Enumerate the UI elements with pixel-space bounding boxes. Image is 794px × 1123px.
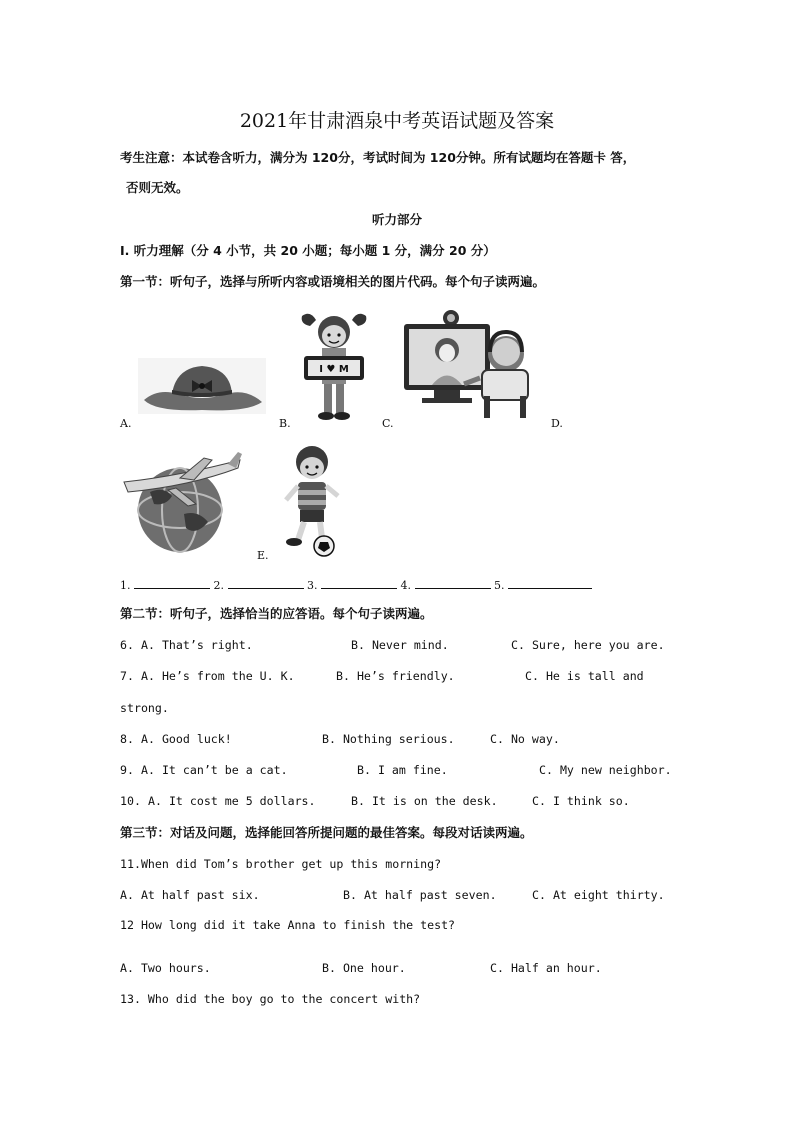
- question-12-option-c: C. Half an hour.: [490, 961, 602, 975]
- question-10-option-c: C. I think so.: [532, 794, 630, 808]
- boy-football-picture: [280, 444, 342, 558]
- question-8-option-a: A. Good luck!: [141, 732, 232, 746]
- question-13-text: 13. Who did the boy go to the concert with?: [120, 992, 421, 1006]
- girl-sign-picture: [298, 310, 370, 422]
- question-8-option-c: C. No way.: [490, 732, 560, 746]
- question-9-number: 9.: [120, 763, 134, 777]
- section3-heading: 第三节：对话及问题，选择能回答所提问题的最佳答案。每段对话读两遍。: [120, 825, 533, 840]
- answer-number-5: 5.: [494, 579, 505, 592]
- picture-label-b: B.: [279, 417, 291, 430]
- part1-heading: I. 听力理解（分 4 小节，共 20 小题；每小题 1 分，满分 20 分）: [120, 243, 496, 258]
- answer-blank-3[interactable]: [321, 576, 397, 589]
- answer-number-3: 3.: [307, 579, 318, 592]
- question-7-number: 7.: [120, 669, 134, 683]
- question-12-text: 12 How long did it take Anna to finish the test?: [120, 918, 456, 932]
- question-11-option-c: C. At eight thirty.: [532, 888, 665, 902]
- question-11-option-b: B. At half past seven.: [343, 888, 497, 902]
- answer-blank-2[interactable]: [228, 576, 304, 589]
- answer-number-4: 4.: [400, 579, 411, 592]
- question-6-option-a: A. That’s right.: [141, 638, 253, 652]
- picture-label-a: A.: [120, 417, 132, 430]
- question-6-option-c: C. Sure, here you are.: [511, 638, 665, 652]
- video-call-picture: [404, 308, 534, 420]
- question-8-number: 8.: [120, 732, 134, 746]
- question-10-option-b: B. It is on the desk.: [351, 794, 498, 808]
- answer-number-1: 1.: [120, 579, 131, 592]
- answer-number-2: 2.: [213, 579, 224, 592]
- question-8-option-b: B. Nothing serious.: [322, 732, 455, 746]
- sign-text: I ♥ M: [319, 364, 349, 375]
- question-9-option-c: C. My new neighbor.: [539, 763, 672, 777]
- answer-blank-4[interactable]: [415, 576, 491, 589]
- picture-label-c: C.: [382, 417, 394, 430]
- question-12-option-b: B. One hour.: [322, 961, 406, 975]
- question-7-option-b: B. He’s friendly.: [336, 669, 455, 683]
- question-11-option-a: A. At half past six.: [120, 888, 260, 902]
- question-6-number: 6.: [120, 638, 134, 652]
- listening-heading: 听力部分: [371, 212, 422, 227]
- answer-blank-1[interactable]: [134, 576, 210, 589]
- airplane-globe-picture: [120, 452, 244, 554]
- question-7-option-c: C. He is tall and: [525, 669, 644, 683]
- section1-heading: 第一节：听句子，选择与所听内容或语境相关的图片代码。每个句子读两遍。: [120, 274, 546, 289]
- question-12-option-a: A. Two hours.: [120, 961, 211, 975]
- picture-label-e: E.: [257, 549, 269, 562]
- question-10-option-a: A. It cost me 5 dollars.: [148, 794, 316, 808]
- question-7-option-a: A. He’s from the U. K.: [141, 669, 295, 683]
- question-9-option-b: B. I am fine.: [357, 763, 448, 777]
- notice-line-1: 考生注意：本试卷含听力，满分为 120分，考试时间为 120分钟。所有试题均在答题卡 答，: [120, 150, 636, 165]
- hat-picture: [138, 358, 266, 414]
- question-11-text: 11.When did Tom’s brother get up this morning?: [120, 857, 442, 871]
- notice-line-2: 否则无效。: [126, 180, 189, 195]
- question-7-option-c-cont: strong.: [120, 701, 169, 715]
- question-9-option-a: A. It can’t be a cat.: [141, 763, 288, 777]
- answer-blank-5[interactable]: [508, 576, 592, 589]
- answer-blanks: [120, 576, 592, 592]
- question-6-option-b: B. Never mind.: [351, 638, 449, 652]
- page-title: 2021年甘肃酒泉中考英语试题及答案: [239, 110, 555, 132]
- section2-heading: 第二节：听句子，选择恰当的应答语。每个句子读两遍。: [120, 606, 433, 621]
- question-10-number: 10.: [120, 794, 141, 808]
- picture-label-d: D.: [551, 417, 563, 430]
